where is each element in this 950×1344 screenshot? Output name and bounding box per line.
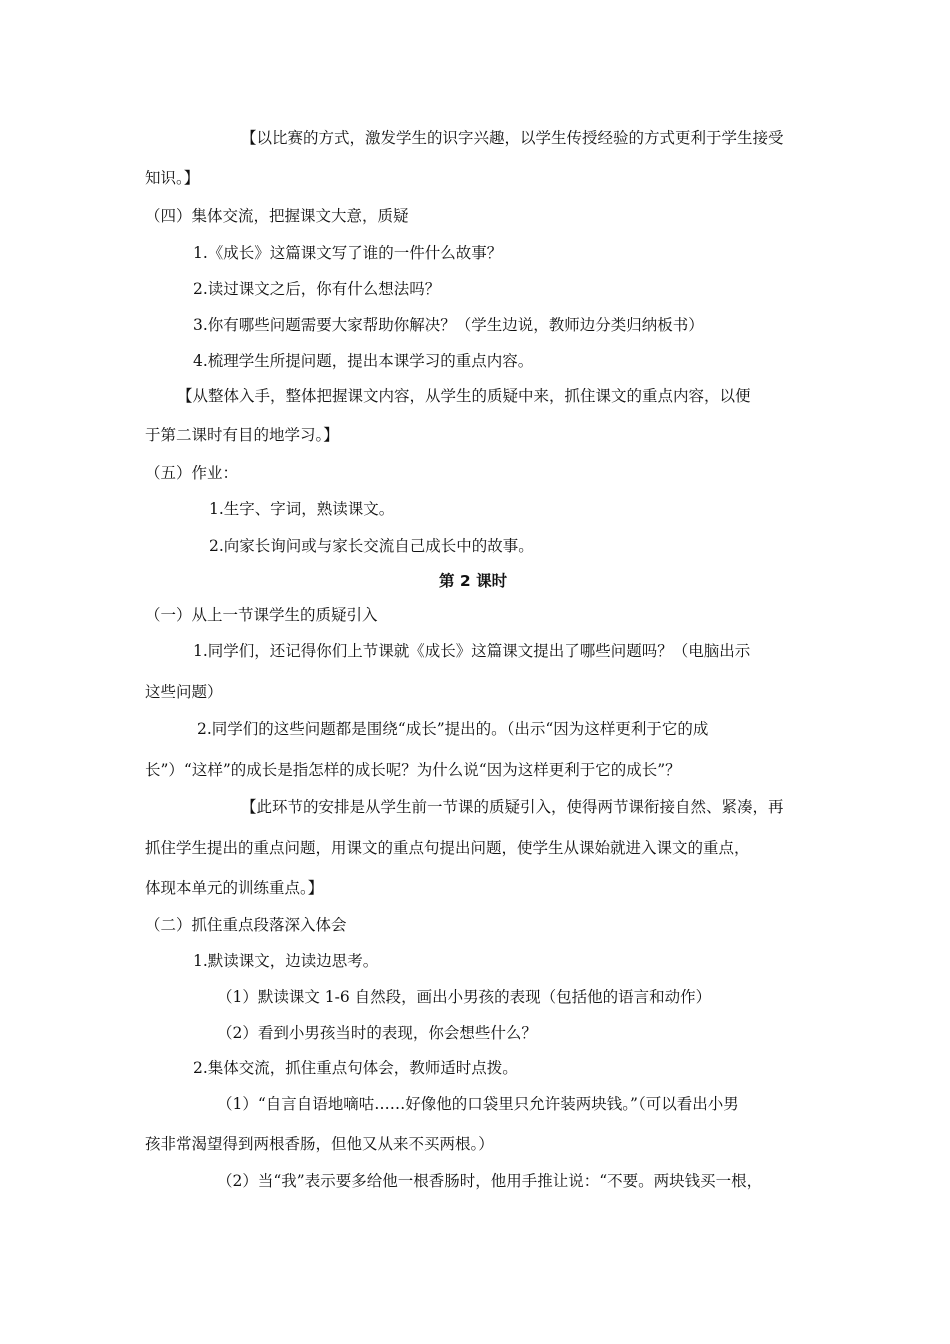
paragraph-line: 抓住学生提出的重点问题，用课文的重点句提出问题，使学生从课始就进入课文的重点， <box>145 839 750 857</box>
list-item: 2.集体交流，抓住重点句体会，教师适时点拨。 <box>193 1059 518 1077</box>
list-item: （2）看到小男孩当时的表现，你会想些什么？ <box>217 1024 537 1042</box>
paragraph-line: 于第二课时有目的地学习。】 <box>145 426 339 444</box>
list-item: 1.生字、字词，熟读课文。 <box>209 500 395 518</box>
section-heading: （一）从上一节课学生的质疑引入 <box>145 606 378 624</box>
list-item: （1）默读课文 1-6 自然段，画出小男孩的表现（包括他的语言和动作） <box>217 988 712 1006</box>
lesson-title: 第 2 课时 <box>439 572 508 590</box>
paragraph-line: 这些问题） <box>145 683 223 701</box>
list-item: 2.向家长询问或与家长交流自己成长中的故事。 <box>209 537 534 555</box>
paragraph-line: 【从整体入手，整体把握课文内容，从学生的质疑中来，抓住课文的重点内容，以便 <box>177 387 751 405</box>
section-heading: （五）作业： <box>145 464 239 482</box>
paragraph-line: 【以比赛的方式，激发学生的识字兴趣，以学生传授经验的方式更利于学生接受 <box>241 129 784 147</box>
paragraph-line: 知识。】 <box>145 169 200 187</box>
paragraph-line: 孩非常渴望得到两根香肠，但他又从来不买两根。） <box>145 1135 494 1153</box>
paragraph-line: 【此环节的安排是从学生前一节课的质疑引入，使得两节课衔接自然、紧凑，再 <box>241 798 784 816</box>
paragraph-line: 长”）“这样”的成长是指怎样的成长呢？为什么说“因为这样更利于它的成长”？ <box>145 761 681 779</box>
section-heading: （二）抓住重点段落深入体会 <box>145 916 347 934</box>
list-item: 1.《成长》这篇课文写了谁的一件什么故事？ <box>193 244 503 262</box>
paragraph-line: （2）当“我”表示要多给他一根香肠时，他用手推让说：“不要。两块钱买一根， <box>217 1172 763 1190</box>
paragraph-line: 1.同学们，还记得你们上节课就《成长》这篇课文提出了哪些问题吗？（电脑出示 <box>193 642 751 660</box>
paragraph-line: 体现本单元的训练重点。】 <box>145 879 324 897</box>
section-heading: （四）集体交流，把握课文大意，质疑 <box>145 207 409 225</box>
list-item: 3.你有哪些问题需要大家帮助你解决？（学生边说，教师边分类归纳板书） <box>193 316 704 334</box>
list-item: 4.梳理学生所提问题，提出本课学习的重点内容。 <box>193 352 534 370</box>
paragraph-line: 2.同学们的这些问题都是围绕“成长”提出的。（出示“因为这样更利于它的成 <box>197 720 709 738</box>
paragraph-line: （1）“自言自语地嘀咕……好像他的口袋里只允许装两块钱。”（可以看出小男 <box>217 1095 739 1113</box>
list-item: 2.读过课文之后，你有什么想法吗？ <box>193 280 441 298</box>
list-item: 1.默读课文，边读边思考。 <box>193 952 379 970</box>
